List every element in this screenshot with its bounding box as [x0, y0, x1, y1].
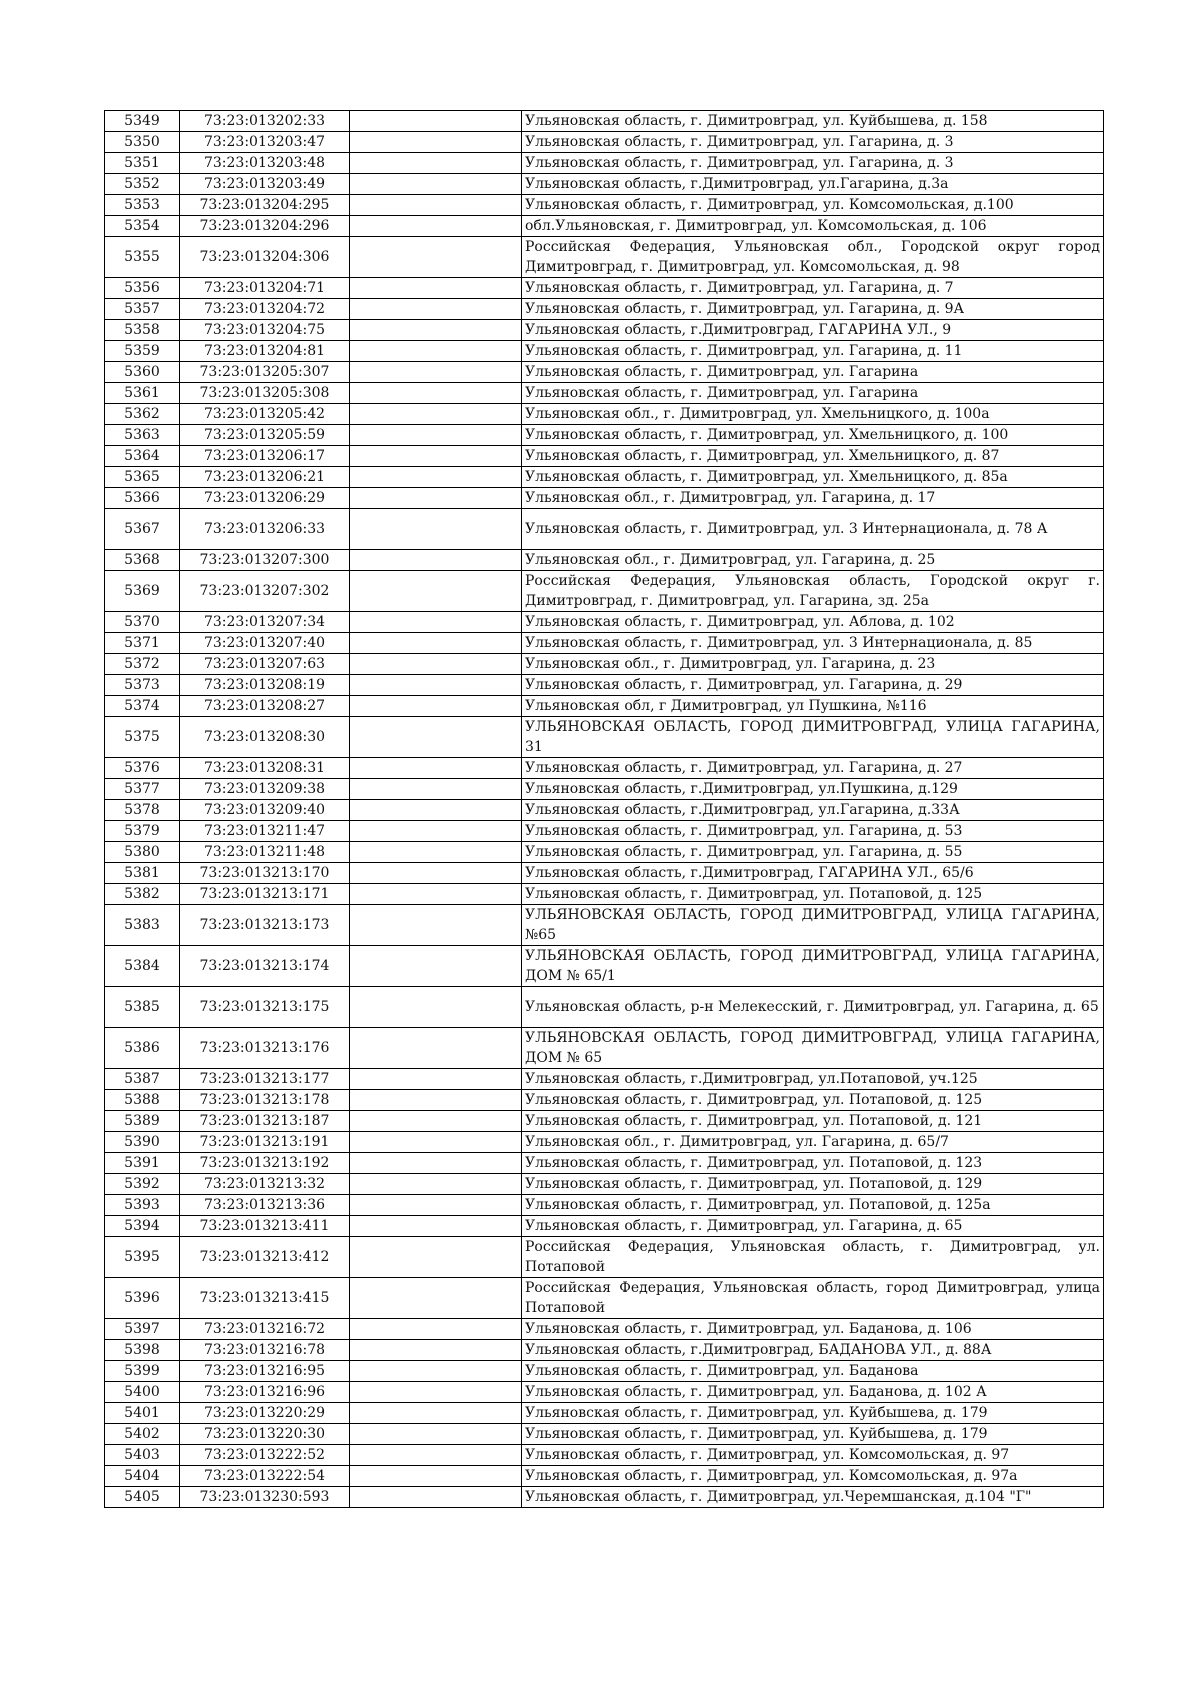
row-number-cell: 5393 — [105, 1195, 180, 1216]
cadastral-number-cell: 73:23:013204:72 — [180, 299, 350, 320]
empty-cell — [350, 717, 522, 758]
row-number-cell: 5392 — [105, 1174, 180, 1195]
cadastral-number-cell: 73:23:013213:174 — [180, 946, 350, 987]
cadastral-number-cell: 73:23:013203:48 — [180, 153, 350, 174]
address-cell: Ульяновская область, г. Димитровград, ул. Хмельницкого, д. 85а — [522, 467, 1104, 488]
address-cell: Ульяновская обл., г. Димитровград, ул. Гагарина, д. 23 — [522, 654, 1104, 675]
row-number-cell: 5349 — [105, 111, 180, 132]
table-row — [105, 1466, 1104, 1487]
table-row — [105, 1361, 1104, 1382]
empty-cell — [350, 1111, 522, 1132]
cadastral-number-cell: 73:23:013213:170 — [180, 863, 350, 884]
cadastral-number-cell: 73:23:013209:38 — [180, 779, 350, 800]
address-cell: Ульяновская область, г. Димитровград, ул. 3 Интернационала, д. 78 А — [522, 509, 1104, 550]
address-cell: Ульяновская область, г. Димитровград, ул. Куйбышева, д. 179 — [522, 1403, 1104, 1424]
table-row — [105, 111, 1104, 132]
address-cell: Ульяновская обл., г. Димитровград, ул. Гагарина, д. 65/7 — [522, 1132, 1104, 1153]
address-cell: Ульяновская область, г. Димитровград, ул. Гагарина, д. 3 — [522, 132, 1104, 153]
cadastral-number-cell: 73:23:013207:34 — [180, 612, 350, 633]
empty-cell — [350, 1361, 522, 1382]
row-number-cell: 5401 — [105, 1403, 180, 1424]
row-number-cell: 5356 — [105, 278, 180, 299]
empty-cell — [350, 1487, 522, 1508]
cadastral-number-cell: 73:23:013213:178 — [180, 1090, 350, 1111]
address-cell: Ульяновская область, г. Димитровград, ул. Гагарина, д. 53 — [522, 821, 1104, 842]
empty-cell — [350, 383, 522, 404]
table-row — [105, 509, 1104, 550]
cadastral-number-cell: 73:23:013204:81 — [180, 341, 350, 362]
address-cell: Ульяновская область, г. Димитровград, ул. Куйбышева, д. 158 — [522, 111, 1104, 132]
cadastral-number-cell: 73:23:013204:295 — [180, 195, 350, 216]
address-cell: Ульяновская обл., г. Димитровград, ул. Гагарина, д. 17 — [522, 488, 1104, 509]
address-cell: обл.Ульяновская, г. Димитровград, ул. Комсомольская, д. 106 — [522, 216, 1104, 237]
row-number-cell: 5354 — [105, 216, 180, 237]
empty-cell — [350, 821, 522, 842]
address-cell: Ульяновская область, г. Димитровград, ул. Гагарина — [522, 383, 1104, 404]
table-row — [105, 467, 1104, 488]
empty-cell — [350, 320, 522, 341]
table-row — [105, 612, 1104, 633]
table-row — [105, 675, 1104, 696]
address-cell: УЛЬЯНОВСКАЯ ОБЛАСТЬ, ГОРОД ДИМИТРОВГРАД, УЛИЦА ГАГАРИНА, 31 — [522, 717, 1104, 758]
address-cell: Российская Федерация, Ульяновская обл., Городской округ город Димитровград, г. Димитровград, ул. Комсомольская, д. 98 — [522, 237, 1104, 278]
empty-cell — [350, 299, 522, 320]
table-row — [105, 1069, 1104, 1090]
address-cell: Ульяновская область, г. Димитровград, ул. Потаповой, д. 121 — [522, 1111, 1104, 1132]
table-row — [105, 174, 1104, 195]
cadastral-number-cell: 73:23:013213:415 — [180, 1278, 350, 1319]
row-number-cell: 5374 — [105, 696, 180, 717]
row-number-cell: 5352 — [105, 174, 180, 195]
cadastral-number-cell: 73:23:013206:21 — [180, 467, 350, 488]
empty-cell — [350, 509, 522, 550]
table-row — [105, 362, 1104, 383]
row-number-cell: 5405 — [105, 1487, 180, 1508]
row-number-cell: 5351 — [105, 153, 180, 174]
row-number-cell: 5372 — [105, 654, 180, 675]
empty-cell — [350, 1132, 522, 1153]
cadastral-number-cell: 73:23:013213:192 — [180, 1153, 350, 1174]
empty-cell — [350, 1153, 522, 1174]
table-row — [105, 758, 1104, 779]
table-row — [105, 633, 1104, 654]
empty-cell — [350, 446, 522, 467]
row-number-cell: 5403 — [105, 1445, 180, 1466]
empty-cell — [350, 987, 522, 1028]
cadastral-number-cell: 73:23:013213:412 — [180, 1237, 350, 1278]
row-number-cell: 5383 — [105, 905, 180, 946]
address-cell: Ульяновская область, г. Димитровград, ул. Аблова, д. 102 — [522, 612, 1104, 633]
cadastral-number-cell: 73:23:013204:75 — [180, 320, 350, 341]
empty-cell — [350, 654, 522, 675]
table-row — [105, 550, 1104, 571]
row-number-cell: 5395 — [105, 1237, 180, 1278]
address-cell: Ульяновская область, г. Димитровград, ул. Комсомольская, д. 97 — [522, 1445, 1104, 1466]
empty-cell — [350, 905, 522, 946]
cadastral-number-cell: 73:23:013206:33 — [180, 509, 350, 550]
address-cell: Ульяновская область, г. Димитровград, ул. Гагарина — [522, 362, 1104, 383]
table-row — [105, 779, 1104, 800]
empty-cell — [350, 1340, 522, 1361]
empty-cell — [350, 1216, 522, 1237]
row-number-cell: 5384 — [105, 946, 180, 987]
cadastral-number-cell: 73:23:013207:302 — [180, 571, 350, 612]
empty-cell — [350, 1090, 522, 1111]
row-number-cell: 5363 — [105, 425, 180, 446]
address-cell: Ульяновская область, г. Димитровград, ул. Гагарина, д. 27 — [522, 758, 1104, 779]
cadastral-number-cell: 73:23:013222:52 — [180, 1445, 350, 1466]
table-row — [105, 1090, 1104, 1111]
address-cell: Ульяновская область, г.Димитровград, БАДАНОВА УЛ., д. 88А — [522, 1340, 1104, 1361]
table-row — [105, 1487, 1104, 1508]
cadastral-number-cell: 73:23:013206:29 — [180, 488, 350, 509]
empty-cell — [350, 195, 522, 216]
empty-cell — [350, 946, 522, 987]
registry-table-body — [105, 111, 1104, 1508]
cadastral-number-cell: 73:23:013209:40 — [180, 800, 350, 821]
row-number-cell: 5379 — [105, 821, 180, 842]
empty-cell — [350, 1237, 522, 1278]
empty-cell — [350, 111, 522, 132]
empty-cell — [350, 1403, 522, 1424]
cadastral-number-cell: 73:23:013213:36 — [180, 1195, 350, 1216]
empty-cell — [350, 571, 522, 612]
cadastral-number-cell: 73:23:013213:176 — [180, 1028, 350, 1069]
address-cell: УЛЬЯНОВСКАЯ ОБЛАСТЬ, ГОРОД ДИМИТРОВГРАД, УЛИЦА ГАГАРИНА, ДОМ № 65 — [522, 1028, 1104, 1069]
cadastral-number-cell: 73:23:013213:187 — [180, 1111, 350, 1132]
cadastral-number-cell: 73:23:013213:173 — [180, 905, 350, 946]
empty-cell — [350, 633, 522, 654]
address-cell: УЛЬЯНОВСКАЯ ОБЛАСТЬ, ГОРОД ДИМИТРОВГРАД, УЛИЦА ГАГАРИНА, №65 — [522, 905, 1104, 946]
table-row — [105, 863, 1104, 884]
empty-cell — [350, 758, 522, 779]
address-cell: Ульяновская область, г. Димитровград, ул. Комсомольская, д.100 — [522, 195, 1104, 216]
table-row — [105, 1445, 1104, 1466]
address-cell: Ульяновская область, г. Димитровград, ул. Потаповой, д. 125 — [522, 1090, 1104, 1111]
cadastral-number-cell: 73:23:013213:191 — [180, 1132, 350, 1153]
row-number-cell: 5350 — [105, 132, 180, 153]
table-row — [105, 1174, 1104, 1195]
row-number-cell: 5376 — [105, 758, 180, 779]
table-row — [105, 320, 1104, 341]
empty-cell — [350, 1278, 522, 1319]
table-row — [105, 1237, 1104, 1278]
table-row — [105, 237, 1104, 278]
table-row — [105, 884, 1104, 905]
row-number-cell: 5358 — [105, 320, 180, 341]
row-number-cell: 5402 — [105, 1424, 180, 1445]
address-cell: Ульяновская область, г. Димитровград, ул. Гагарина, д. 65 — [522, 1216, 1104, 1237]
row-number-cell: 5362 — [105, 404, 180, 425]
row-number-cell: 5400 — [105, 1382, 180, 1403]
address-cell: Ульяновская область, г. Димитровград, ул. Гагарина, д. 9А — [522, 299, 1104, 320]
empty-cell — [350, 1445, 522, 1466]
address-cell: Ульяновская область, г. Димитровград, ул. Хмельницкого, д. 87 — [522, 446, 1104, 467]
address-cell: Российская Федерация, Ульяновская область, Городской округ г. Димитровград, г. Димитровград, ул. Гагарина, зд. 25а — [522, 571, 1104, 612]
table-row — [105, 821, 1104, 842]
cadastral-number-cell: 73:23:013203:49 — [180, 174, 350, 195]
cadastral-number-cell: 73:23:013204:296 — [180, 216, 350, 237]
empty-cell — [350, 1319, 522, 1340]
address-cell: Ульяновская область, г.Димитровград, ул.Пушкина, д.129 — [522, 779, 1104, 800]
empty-cell — [350, 1382, 522, 1403]
empty-cell — [350, 1195, 522, 1216]
table-row — [105, 299, 1104, 320]
row-number-cell: 5377 — [105, 779, 180, 800]
table-row — [105, 800, 1104, 821]
cadastral-number-cell: 73:23:013208:19 — [180, 675, 350, 696]
address-cell: Ульяновская обл, г Димитровград, ул Пушкина, №116 — [522, 696, 1104, 717]
cadastral-number-cell: 73:23:013220:29 — [180, 1403, 350, 1424]
table-row — [105, 571, 1104, 612]
table-row — [105, 216, 1104, 237]
address-cell: Ульяновская область, г. Димитровград, ул. Гагарина, д. 55 — [522, 842, 1104, 863]
empty-cell — [350, 863, 522, 884]
table-row — [105, 1424, 1104, 1445]
row-number-cell: 5391 — [105, 1153, 180, 1174]
row-number-cell: 5381 — [105, 863, 180, 884]
address-cell: Ульяновская область, г. Димитровград, ул. Баданова, д. 106 — [522, 1319, 1104, 1340]
row-number-cell: 5387 — [105, 1069, 180, 1090]
empty-cell — [350, 132, 522, 153]
address-cell: Ульяновская область, г. Димитровград, ул. Баданова — [522, 1361, 1104, 1382]
row-number-cell: 5366 — [105, 488, 180, 509]
empty-cell — [350, 842, 522, 863]
empty-cell — [350, 404, 522, 425]
row-number-cell: 5386 — [105, 1028, 180, 1069]
cadastral-number-cell: 73:23:013216:72 — [180, 1319, 350, 1340]
cadastral-number-cell: 73:23:013213:32 — [180, 1174, 350, 1195]
cadastral-number-cell: 73:23:013216:96 — [180, 1382, 350, 1403]
row-number-cell: 5397 — [105, 1319, 180, 1340]
empty-cell — [350, 216, 522, 237]
empty-cell — [350, 1466, 522, 1487]
row-number-cell: 5355 — [105, 237, 180, 278]
empty-cell — [350, 278, 522, 299]
address-cell: Российская Федерация, Ульяновская область, город Димитровград, улица Потаповой — [522, 1278, 1104, 1319]
row-number-cell: 5365 — [105, 467, 180, 488]
empty-cell — [350, 800, 522, 821]
table-row — [105, 341, 1104, 362]
address-cell: Ульяновская область, г. Димитровград, ул. 3 Интернационала, д. 85 — [522, 633, 1104, 654]
cadastral-number-cell: 73:23:013213:171 — [180, 884, 350, 905]
row-number-cell: 5398 — [105, 1340, 180, 1361]
cadastral-number-cell: 73:23:013208:30 — [180, 717, 350, 758]
cadastral-number-cell: 73:23:013222:54 — [180, 1466, 350, 1487]
table-row — [105, 1132, 1104, 1153]
table-row — [105, 1403, 1104, 1424]
row-number-cell: 5357 — [105, 299, 180, 320]
row-number-cell: 5364 — [105, 446, 180, 467]
address-cell: Ульяновская область, г.Димитровград, ГАГАРИНА УЛ., 65/6 — [522, 863, 1104, 884]
address-cell: Ульяновская область, г. Димитровград, ул. Куйбышева, д. 179 — [522, 1424, 1104, 1445]
address-cell: Ульяновская область, г.Димитровград, ул.Потаповой, уч.125 — [522, 1069, 1104, 1090]
row-number-cell: 5378 — [105, 800, 180, 821]
address-cell: Ульяновская область, г.Димитровград, ул.Гагарина, д.3а — [522, 174, 1104, 195]
row-number-cell: 5388 — [105, 1090, 180, 1111]
cadastral-number-cell: 73:23:013216:95 — [180, 1361, 350, 1382]
empty-cell — [350, 779, 522, 800]
address-cell: Ульяновская область, г. Димитровград, ул. Комсомольская, д. 97а — [522, 1466, 1104, 1487]
empty-cell — [350, 696, 522, 717]
table-row — [105, 132, 1104, 153]
table-row — [105, 1028, 1104, 1069]
table-row — [105, 1111, 1104, 1132]
table-row — [105, 654, 1104, 675]
empty-cell — [350, 1069, 522, 1090]
row-number-cell: 5394 — [105, 1216, 180, 1237]
cadastral-number-cell: 73:23:013230:593 — [180, 1487, 350, 1508]
table-row — [105, 446, 1104, 467]
row-number-cell: 5353 — [105, 195, 180, 216]
cadastral-number-cell: 73:23:013216:78 — [180, 1340, 350, 1361]
row-number-cell: 5368 — [105, 550, 180, 571]
address-cell: Ульяновская область, г. Димитровград, ул.Черемшанская, д.104 "Г" — [522, 1487, 1104, 1508]
row-number-cell: 5404 — [105, 1466, 180, 1487]
table-row — [105, 195, 1104, 216]
address-cell: Ульяновская область, р-н Мелекесский, г. Димитровград, ул. Гагарина, д. 65 — [522, 987, 1104, 1028]
address-cell: Ульяновская область, г. Димитровград, ул. Потаповой, д. 123 — [522, 1153, 1104, 1174]
address-cell: Ульяновская область, г.Димитровград, ул.Гагарина, д.33А — [522, 800, 1104, 821]
cadastral-number-cell: 73:23:013213:177 — [180, 1069, 350, 1090]
address-cell: Ульяновская область, г. Димитровград, ул. Потаповой, д. 129 — [522, 1174, 1104, 1195]
cadastral-number-cell: 73:23:013213:411 — [180, 1216, 350, 1237]
table-row — [105, 425, 1104, 446]
table-row — [105, 717, 1104, 758]
address-cell: Ульяновская обл., г. Димитровград, ул. Хмельницкого, д. 100а — [522, 404, 1104, 425]
row-number-cell: 5399 — [105, 1361, 180, 1382]
row-number-cell: 5390 — [105, 1132, 180, 1153]
address-cell: Ульяновская область, г. Димитровград, ул. Гагарина, д. 7 — [522, 278, 1104, 299]
row-number-cell: 5371 — [105, 633, 180, 654]
table-row — [105, 1278, 1104, 1319]
empty-cell — [350, 1424, 522, 1445]
empty-cell — [350, 467, 522, 488]
cadastral-number-cell: 73:23:013208:27 — [180, 696, 350, 717]
table-row — [105, 383, 1104, 404]
table-row — [105, 1319, 1104, 1340]
table-row — [105, 1216, 1104, 1237]
address-cell: Ульяновская область, г. Димитровград, ул. Хмельницкого, д. 100 — [522, 425, 1104, 446]
cadastral-number-cell: 73:23:013203:47 — [180, 132, 350, 153]
table-row — [105, 987, 1104, 1028]
row-number-cell: 5375 — [105, 717, 180, 758]
cadastral-number-cell: 73:23:013205:42 — [180, 404, 350, 425]
row-number-cell: 5380 — [105, 842, 180, 863]
table-row — [105, 696, 1104, 717]
table-row — [105, 404, 1104, 425]
empty-cell — [350, 362, 522, 383]
cadastral-number-cell: 73:23:013207:300 — [180, 550, 350, 571]
empty-cell — [350, 550, 522, 571]
cadastral-number-cell: 73:23:013205:307 — [180, 362, 350, 383]
empty-cell — [350, 1174, 522, 1195]
address-cell: Ульяновская область, г.Димитровград, ГАГАРИНА УЛ., 9 — [522, 320, 1104, 341]
empty-cell — [350, 612, 522, 633]
empty-cell — [350, 174, 522, 195]
cadastral-number-cell: 73:23:013213:175 — [180, 987, 350, 1028]
table-row — [105, 1153, 1104, 1174]
empty-cell — [350, 884, 522, 905]
address-cell: УЛЬЯНОВСКАЯ ОБЛАСТЬ, ГОРОД ДИМИТРОВГРАД, УЛИЦА ГАГАРИНА, ДОМ № 65/1 — [522, 946, 1104, 987]
table-row — [105, 1195, 1104, 1216]
row-number-cell: 5385 — [105, 987, 180, 1028]
address-cell: Ульяновская область, г. Димитровград, ул. Потаповой, д. 125 — [522, 884, 1104, 905]
cadastral-number-cell: 73:23:013206:17 — [180, 446, 350, 467]
row-number-cell: 5361 — [105, 383, 180, 404]
table-row — [105, 1382, 1104, 1403]
empty-cell — [350, 675, 522, 696]
row-number-cell: 5373 — [105, 675, 180, 696]
empty-cell — [350, 341, 522, 362]
cadastral-registry-table — [104, 110, 1104, 1508]
cadastral-number-cell: 73:23:013211:48 — [180, 842, 350, 863]
table-row — [105, 153, 1104, 174]
row-number-cell: 5367 — [105, 509, 180, 550]
row-number-cell: 5370 — [105, 612, 180, 633]
cadastral-number-cell: 73:23:013202:33 — [180, 111, 350, 132]
address-cell: Российская Федерация, Ульяновская область, г. Димитровград, ул. Потаповой — [522, 1237, 1104, 1278]
cadastral-number-cell: 73:23:013207:63 — [180, 654, 350, 675]
cadastral-number-cell: 73:23:013205:59 — [180, 425, 350, 446]
empty-cell — [350, 488, 522, 509]
empty-cell — [350, 153, 522, 174]
table-row — [105, 905, 1104, 946]
row-number-cell: 5359 — [105, 341, 180, 362]
table-row — [105, 1340, 1104, 1361]
address-cell: Ульяновская обл., г. Димитровград, ул. Гагарина, д. 25 — [522, 550, 1104, 571]
address-cell: Ульяновская область, г. Димитровград, ул. Гагарина, д. 3 — [522, 153, 1104, 174]
row-number-cell: 5396 — [105, 1278, 180, 1319]
cadastral-number-cell: 73:23:013220:30 — [180, 1424, 350, 1445]
row-number-cell: 5369 — [105, 571, 180, 612]
cadastral-number-cell: 73:23:013204:306 — [180, 237, 350, 278]
table-row — [105, 946, 1104, 987]
cadastral-number-cell: 73:23:013204:71 — [180, 278, 350, 299]
table-row — [105, 842, 1104, 863]
cadastral-number-cell: 73:23:013205:308 — [180, 383, 350, 404]
table-row — [105, 488, 1104, 509]
address-cell: Ульяновская область, г. Димитровград, ул. Баданова, д. 102 А — [522, 1382, 1104, 1403]
address-cell: Ульяновская область, г. Димитровград, ул. Гагарина, д. 29 — [522, 675, 1104, 696]
row-number-cell: 5360 — [105, 362, 180, 383]
table-row — [105, 278, 1104, 299]
cadastral-number-cell: 73:23:013211:47 — [180, 821, 350, 842]
empty-cell — [350, 425, 522, 446]
empty-cell — [350, 1028, 522, 1069]
address-cell: Ульяновская область, г. Димитровград, ул. Потаповой, д. 125а — [522, 1195, 1104, 1216]
cadastral-number-cell: 73:23:013207:40 — [180, 633, 350, 654]
cadastral-number-cell: 73:23:013208:31 — [180, 758, 350, 779]
row-number-cell: 5389 — [105, 1111, 180, 1132]
empty-cell — [350, 237, 522, 278]
row-number-cell: 5382 — [105, 884, 180, 905]
address-cell: Ульяновская область, г. Димитровград, ул. Гагарина, д. 11 — [522, 341, 1104, 362]
